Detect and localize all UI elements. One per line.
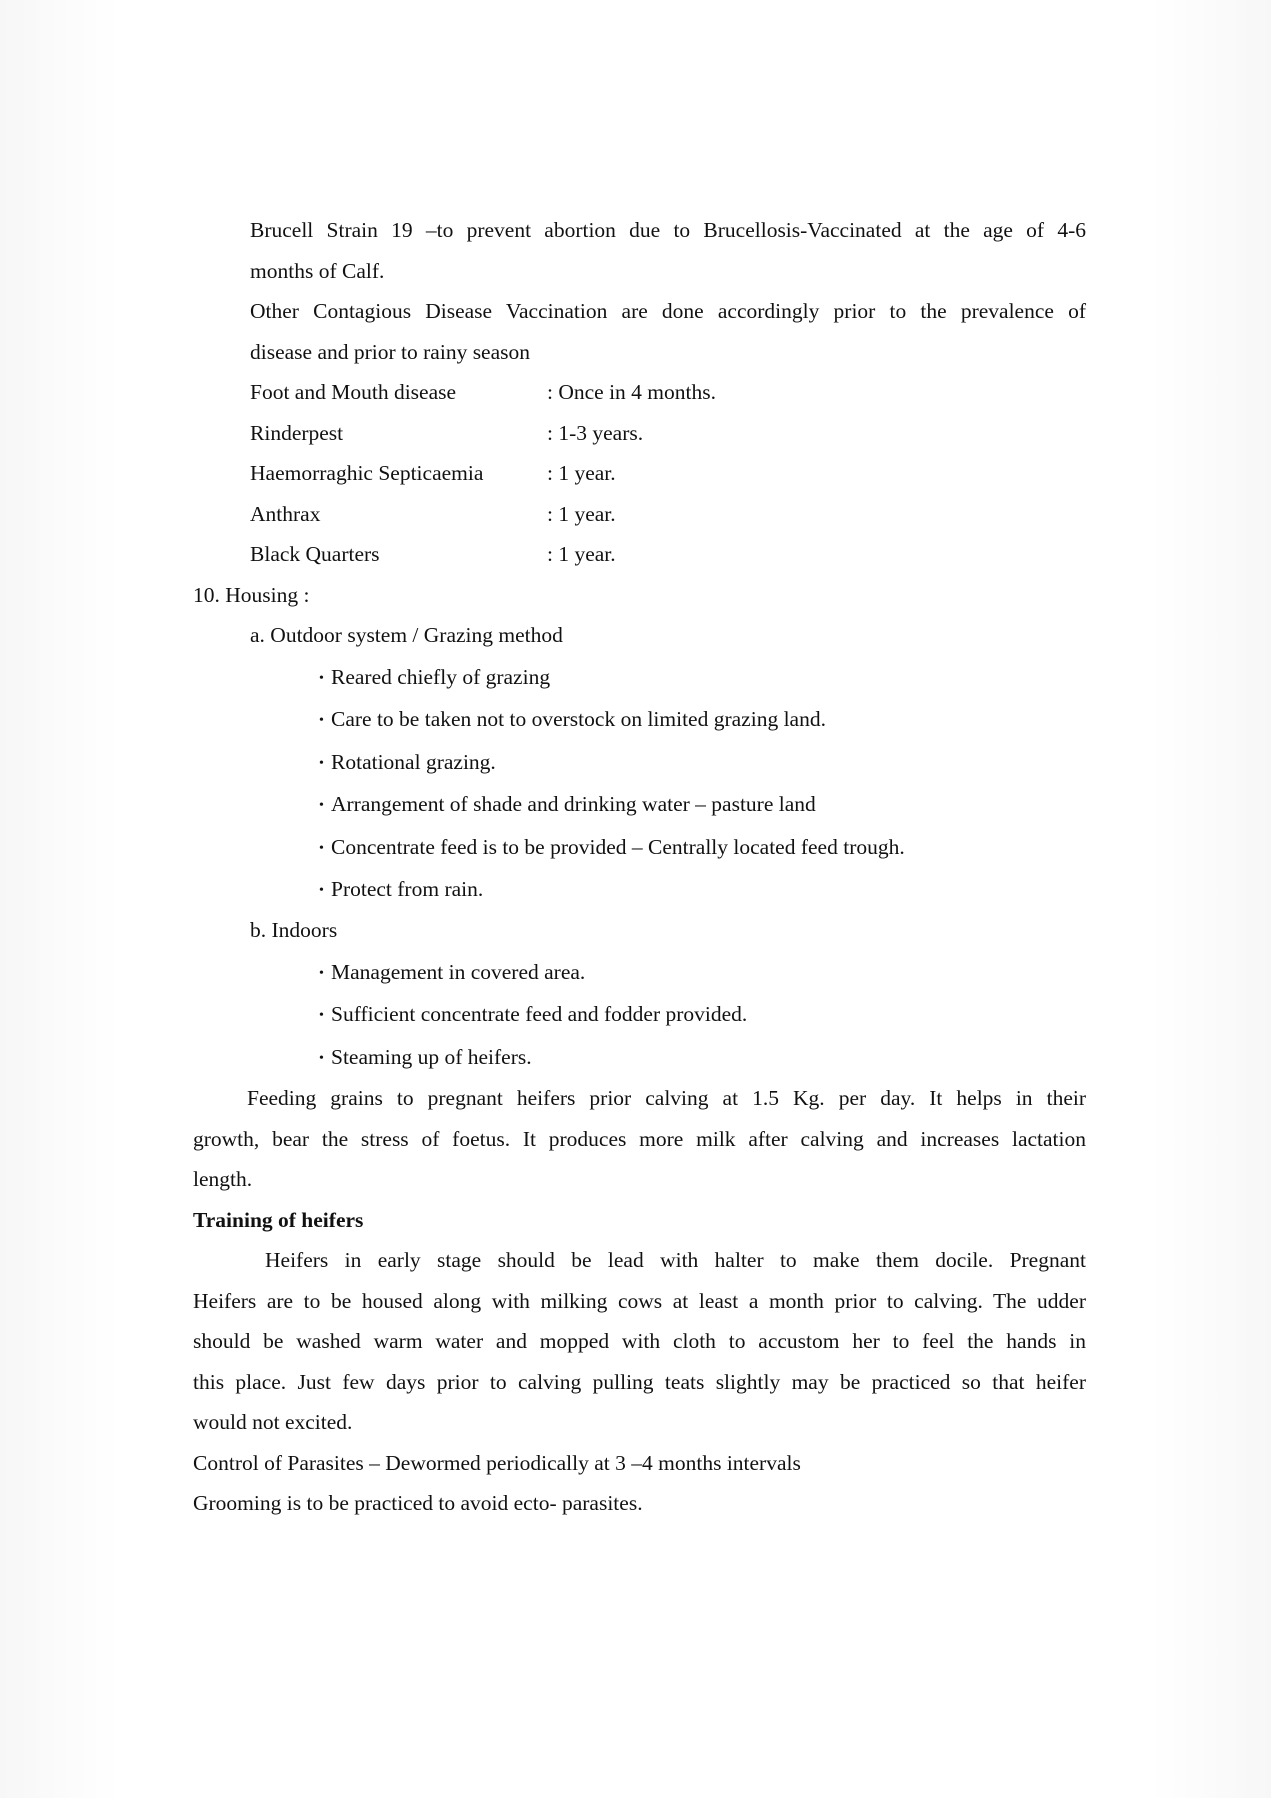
bullet-icon: • xyxy=(319,841,324,856)
schedule-disease: Rinderpest xyxy=(250,421,344,445)
list-item: • Reared chiefly of grazing xyxy=(319,663,550,693)
training-heading: Training of heifers xyxy=(193,1208,364,1232)
schedule-interval: : 1 year. xyxy=(547,542,616,566)
outdoor-system-title: a. Outdoor system / Grazing method xyxy=(250,623,563,647)
schedule-disease: Foot and Mouth disease xyxy=(250,380,457,404)
parasite-control-text: Control of Parasites – Dewormed periodically at 3 –4 months intervals xyxy=(193,1451,801,1475)
bullet-icon: • xyxy=(319,883,324,898)
bullet-icon: • xyxy=(319,966,324,981)
training-line-2: Heifers are to be housed along with milking cows at least a month prior to calving. The udder xyxy=(193,1289,1086,1313)
bullet-icon: • xyxy=(319,798,324,813)
list-item: • Concentrate feed is to be provided – Centrally located feed trough. xyxy=(319,833,905,863)
bullet-icon: • xyxy=(319,671,324,686)
schedule-row xyxy=(250,378,950,406)
training-line-3: should be washed warm water and mopped with cloth to accustom her to feel the hands in xyxy=(193,1329,1086,1353)
bullet-icon: • xyxy=(319,713,324,728)
other-vaccination-line-2: disease and prior to rainy season xyxy=(250,340,531,364)
list-item: • Rotational grazing. xyxy=(319,748,496,778)
feeding-line-2: growth, bear the stress of foetus. It produces more milk after calving and increases lactation xyxy=(193,1127,1086,1151)
schedule-row xyxy=(250,459,950,487)
indoors-title: b. Indoors xyxy=(250,918,338,942)
bullet-icon: • xyxy=(319,1051,324,1066)
list-item: • Protect from rain. xyxy=(319,875,483,905)
training-line-4: this place. Just few days prior to calving pulling teats slightly may be practiced so that heifer xyxy=(193,1370,1086,1394)
schedule-disease: Haemorraghic Septicaemia xyxy=(250,461,484,485)
schedule-row xyxy=(250,540,950,568)
training-line-5: would not excited. xyxy=(193,1410,353,1434)
brucell-line-1: Brucell Strain 19 –to prevent abortion due to Brucellosis-Vaccinated at the age of 4-6 xyxy=(250,218,1086,242)
list-item: • Steaming up of heifers. xyxy=(319,1043,532,1073)
bullet-icon: • xyxy=(319,1008,324,1023)
feeding-line-3: length. xyxy=(193,1167,253,1191)
bullet-icon: • xyxy=(319,756,324,771)
schedule-disease: Anthrax xyxy=(250,502,321,526)
other-vaccination-line-1: Other Contagious Disease Vaccination are done accordingly prior to the prevalence of xyxy=(250,299,1086,323)
list-item: • Care to be taken not to overstock on limited grazing land. xyxy=(319,705,826,735)
schedule-interval: : Once in 4 months. xyxy=(547,380,716,404)
schedule-interval: : 1 year. xyxy=(547,461,616,485)
list-item: • Management in covered area. xyxy=(319,958,585,988)
schedule-row xyxy=(250,500,950,528)
feeding-line-1: Feeding grains to pregnant heifers prior calving at 1.5 Kg. per day. It helps in their xyxy=(247,1086,1086,1110)
grooming-text: Grooming is to be practiced to avoid ecto- parasites. xyxy=(193,1491,643,1515)
schedule-disease: Black Quarters xyxy=(250,542,380,566)
list-item: • Arrangement of shade and drinking water – pasture land xyxy=(319,790,816,820)
schedule-interval: : 1-3 years. xyxy=(547,421,644,445)
training-line-1: Heifers in early stage should be lead with halter to make them docile. Pregnant xyxy=(265,1248,1086,1272)
brucell-line-2: months of Calf. xyxy=(250,259,385,283)
housing-heading: 10. Housing : xyxy=(193,583,310,607)
schedule-row xyxy=(250,419,950,447)
list-item: • Sufficient concentrate feed and fodder provided. xyxy=(319,1000,747,1030)
schedule-interval: : 1 year. xyxy=(547,502,616,526)
